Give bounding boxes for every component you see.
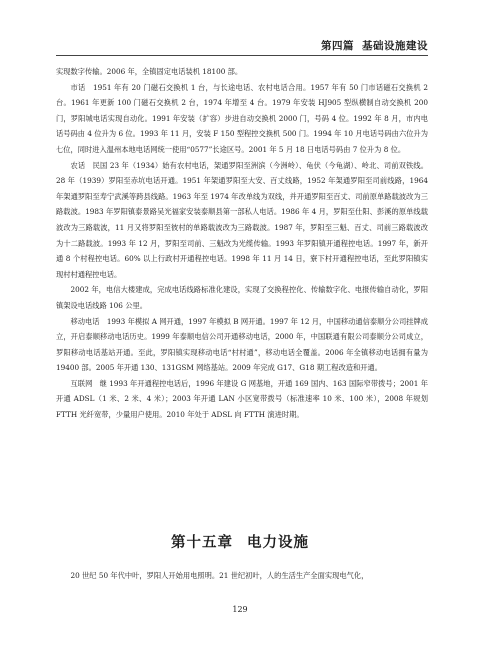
body-text [56,64,428,423]
header-part: 第四篇 [321,40,354,52]
page-number: 129 [232,605,248,614]
paragraph-continuation: 实现数字传输。2006 年，全镇固定电话装机 18100 部。 [56,67,243,76]
header-rule [56,55,428,56]
paragraph-telecom-building: 2002 年，电信大楼建成，完成电话线路标准化建设，实现了交换程控化、传输数字化、电报传输自动化，罗阳镇架设电话线路 106 公里。 [56,285,428,310]
paragraph-local-calls: 市话 1951 年有 20 门磁石交换机 1 台，与长途电话、农村电话合用。1957 年有 50 门市话磁石交换机 2 台。1961 年更新 100 门磁石交换机 2 台，1974 年增至 4 台。1979 年安装 HJ905 型纵横制自动交换机 200 门，罗阳城电话实现自动化。1991 年安装（扩容）步进自动交换机 2000 门，号码 4 位。1992 年 8 月，市内电话号码由 4 位升为 6 位。1993 年 11 月，安装 F 150 型程控交换机 500 门。1994 年 10 月电话号码由六位升为七位，同时进入温州本地电话网统一使用“0577”长途区号。2001 年 5 月 18 日电话号码由 7 位升为 8 位。 [56,82,428,154]
running-header [56,38,428,53]
header-title: 基础设施建设 [362,40,428,52]
chapter-heading [0,531,480,552]
paragraph-mobile-phone: 移动电话 1993 年模拟 A 网开通，1997 年模拟 B 网开通。1997 年 12 月，中国移动通信泰顺分公司挂牌成立，开启泰顺移动电话历史。1999 年泰顺电信公司开通移动电话，2000 年，中国联通有限公司泰顺分公司成立，罗阳移动电话基站开通。至此，罗阳镇实现移动电话“村村通”，移动电话全覆盖。2006 年全镇移动电话拥有量为 19400 部。2005 年开通 130、131GSM 网络基站。2009 年完成 G17、G18 期工程改造和开通。 [56,316,428,373]
paragraph-internet: 互联网 继 1993 年开通程控电话后，1996 年建设 G 网基地，开通 169 国内、163 国际窄带拨号；2001 年开通 ADSL（1 米、2 米、4 米）；2003 年开通 LAN 小区宽带拨号（标准速率 10 米、100 米），2008 年规划 FTTH 光纤宽带，少量用户使用。2010 年处于 ADSL 向 FTTH 演进时期。 [56,378,428,420]
paragraph-rural-calls: 农话 民国 23 年（1934）始有农村电话，架通罗阳至洲滨（今洲岭）、龟伏（今龟湖）、岭北、司前双铁线。28 年（1939）罗阳至赤坑电话开通。1951 年架通罗阳至大安、百丈线路，1952 年架通罗阳至司前线路，1964 年架通罗阳至寿宁武溪等跨县线路。1963 年至 1974 年改单线为双线，并开通罗阳至百丈、司前原单路载波改为三路载波。1983 年罗阳镇泰景路吴光福家安装泰顺县第一部私人电话。1986 年 4 月，罗阳至仕阳、彭溪的原单线载波改为三路载波，11 月又将罗阳至彼村的单路载波改为三路载波。1987 年，罗阳至三魁、百丈、司前三路载波改为十二路载波。1993 年 12 月，罗阳至司前、三魁改为光缆传输。1993 年罗阳镇开通程控电话。1997 年，新开通 8 个村程控电话。60% 以上行政村开通程控电话。1998 年 11 月 14 日，寮下村开通程控电话，至此罗阳镇实现村村通程控电话。 [56,160,428,279]
chapter-number: 第十五章 [171,535,233,551]
lead-paragraph: 20 世纪 50 年代中叶，罗阳人开始用电照明。21 世纪初叶，人的生活生产全面实现电气化， [70,571,369,580]
chapter-title: 电力设施 [247,535,309,551]
